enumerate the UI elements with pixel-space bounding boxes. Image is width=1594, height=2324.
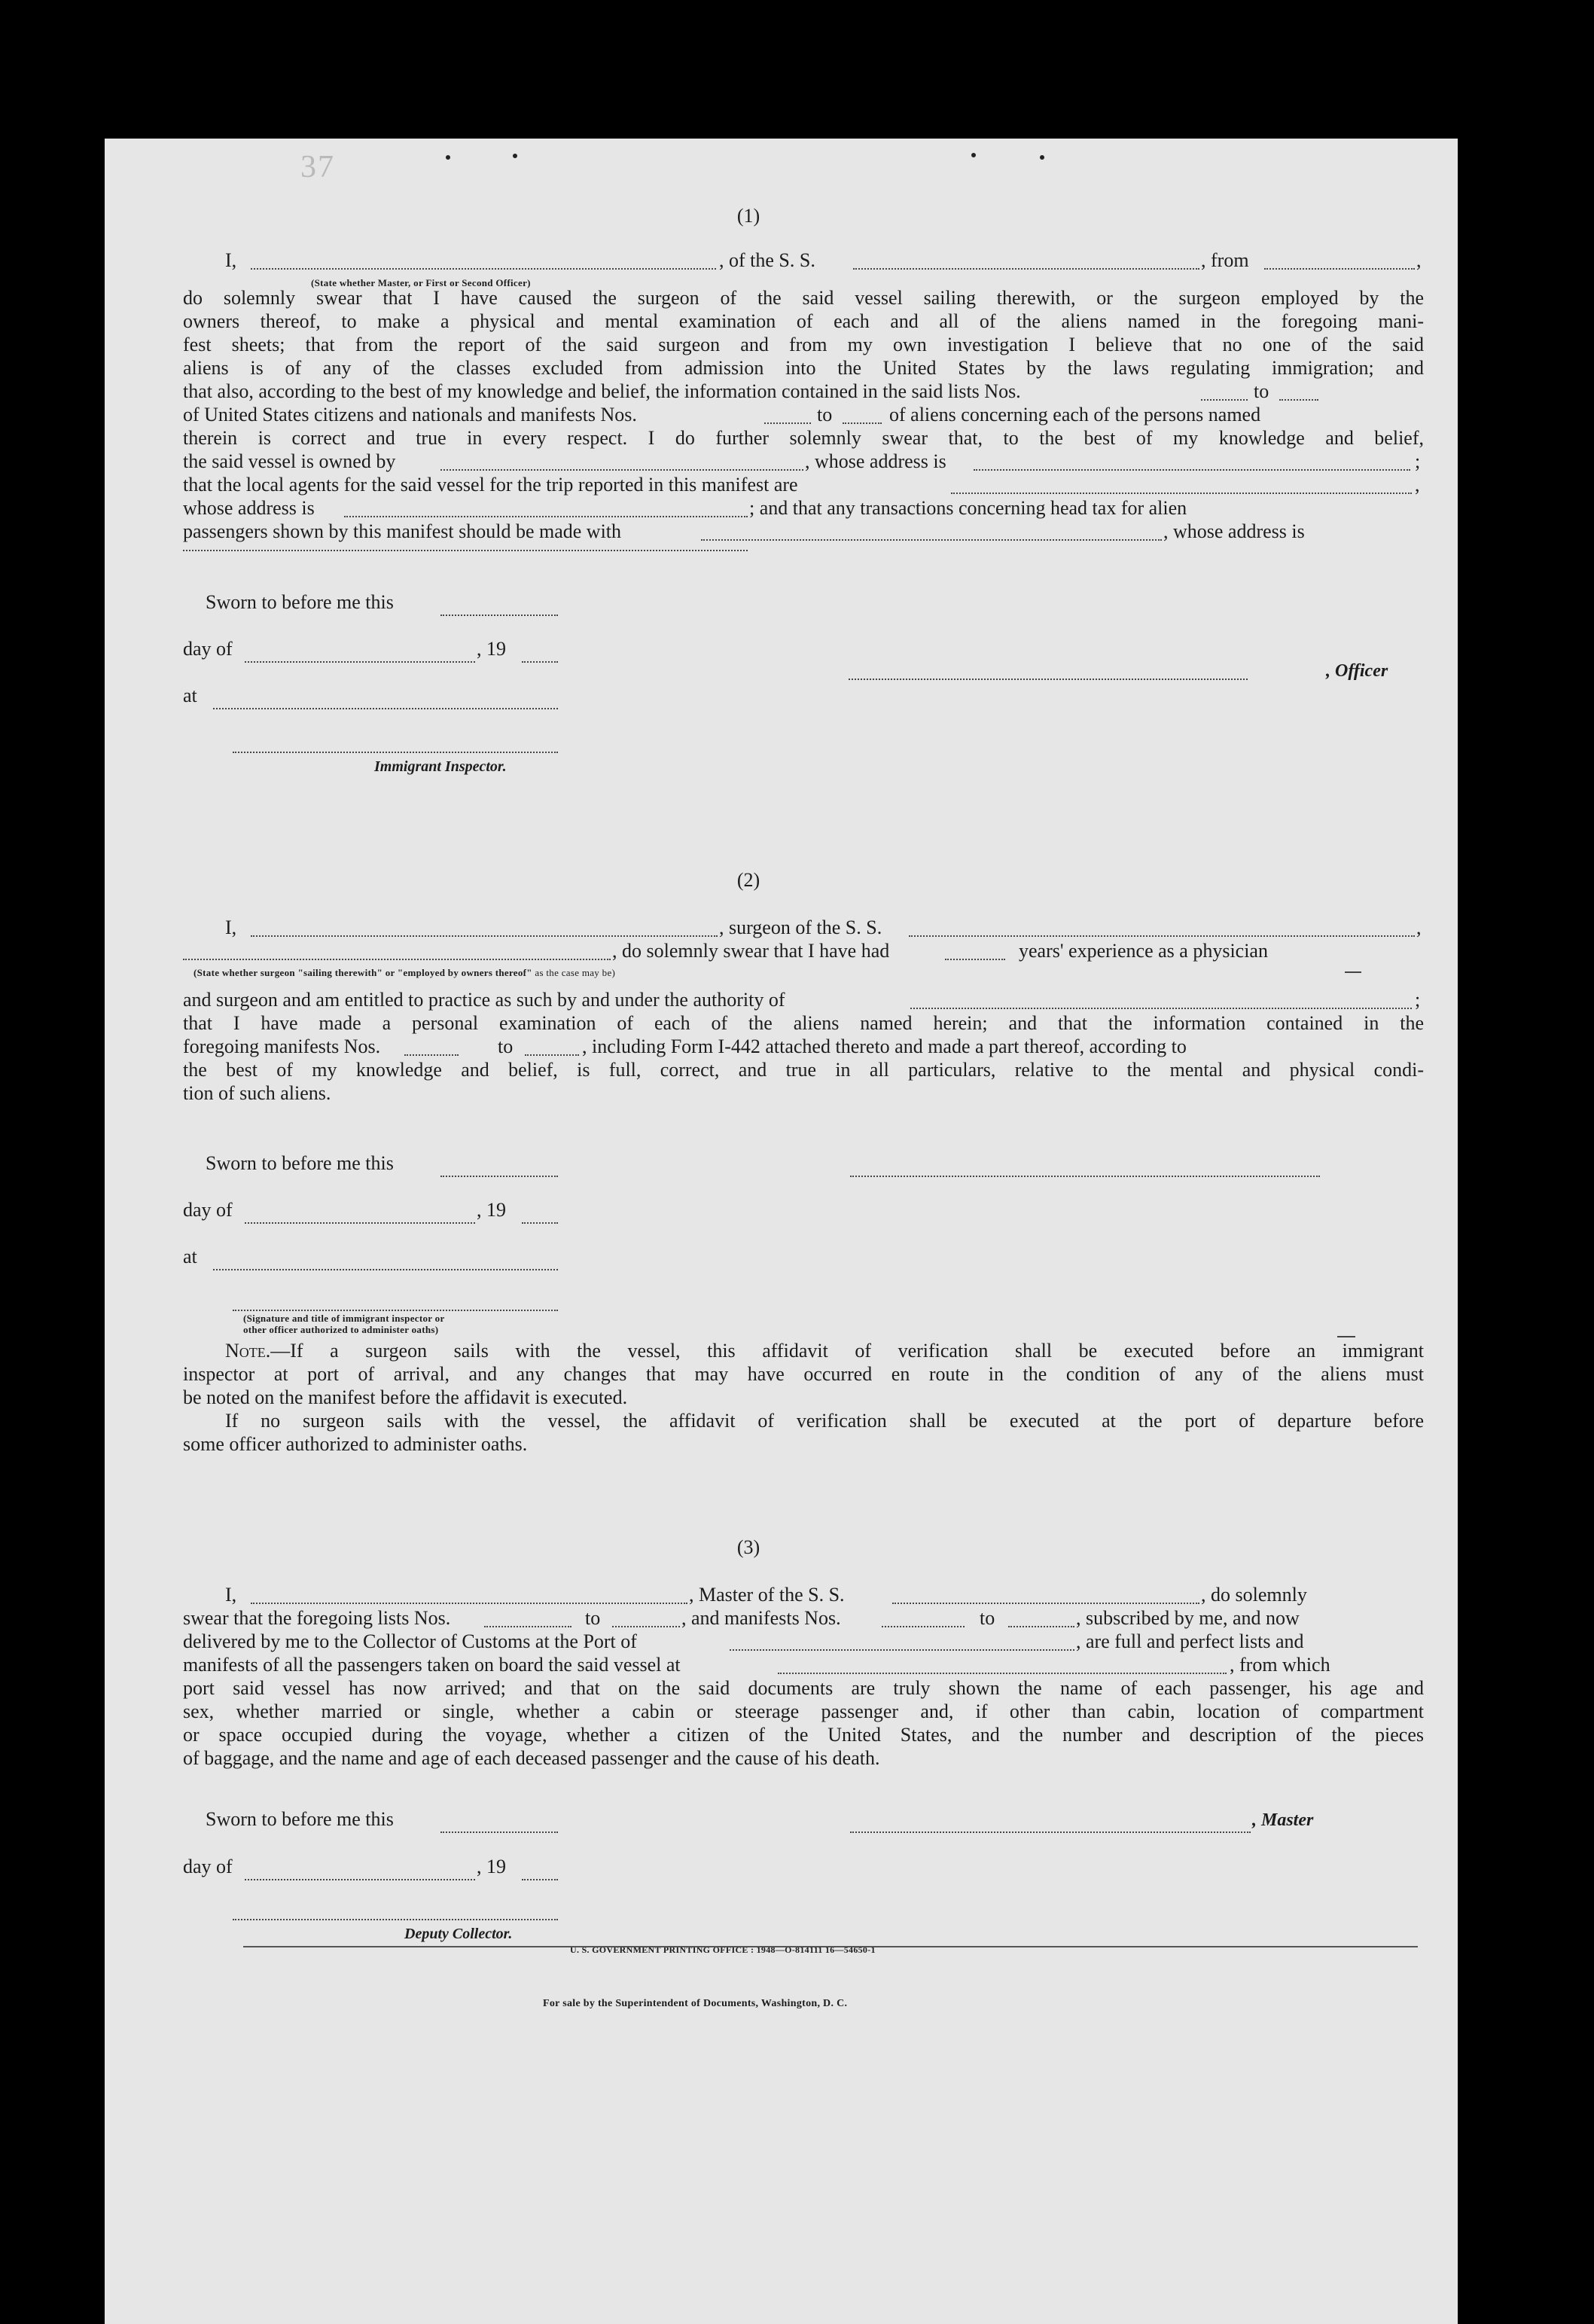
text: that also, according to the best of my knowledge and belief, the information contained in the said lists Nos.	[183, 380, 1021, 402]
text: at	[183, 685, 197, 706]
text: , including Form I-442 attached thereto and made a part thereof, according to	[582, 1035, 1187, 1057]
margin-tick	[1345, 971, 1361, 973]
text: Deputy Collector.	[404, 1926, 513, 1942]
note-label: Note.	[225, 1340, 271, 1362]
text: day of	[183, 1856, 233, 1877]
text: , 19	[477, 638, 506, 660]
text: , and manifests Nos.	[681, 1607, 841, 1629]
text: the said vessel is owned by	[183, 450, 396, 472]
speck	[513, 154, 517, 158]
text: , from	[1201, 249, 1249, 271]
text: I,	[225, 916, 237, 938]
text: do solemnly swear that I have caused the surgeon of the said vessel sailing therewith, or the surgeon employed by the	[183, 287, 1424, 309]
footer-rule	[243, 1946, 1418, 1947]
text: ; and that any transactions concerning head tax for alien	[749, 497, 1187, 519]
text: swear that the foregoing lists Nos.	[183, 1607, 451, 1629]
section-number: (3)	[736, 1536, 760, 1558]
text: day of	[183, 1199, 233, 1221]
text: foregoing manifests Nos.	[183, 1035, 381, 1057]
speck	[1040, 155, 1044, 160]
text: manifests of all the passengers taken on board the said vessel at	[183, 1654, 681, 1676]
text: of aliens concerning each of the persons named	[889, 404, 1261, 425]
text: to	[817, 404, 833, 425]
text: If no surgeon sails with the vessel, the affidavit of verification shall be executed at the port of departure before	[225, 1410, 1424, 1432]
text: , surgeon of the S. S.	[719, 916, 882, 938]
text: , do solemnly swear that I have had	[612, 940, 890, 962]
text: fest sheets; that from the report of the said surgeon and from my own investigation I believe that no one of the said	[183, 334, 1424, 355]
text: and surgeon and am entitled to practice as such by and under the authority of	[183, 989, 785, 1011]
speck	[971, 153, 976, 157]
text: delivered by me to the Collector of Customs at the Port of	[183, 1630, 637, 1652]
text: , Master of the S. S.	[689, 1584, 845, 1606]
text: , subscribed by me, and now	[1076, 1607, 1300, 1629]
text: , 19	[477, 1199, 506, 1221]
speck	[446, 155, 450, 160]
text: to	[1254, 380, 1269, 402]
text: ;	[1415, 989, 1421, 1011]
text: of United States citizens and nationals and manifests Nos.	[183, 404, 637, 425]
text: Immigrant Inspector.	[374, 758, 507, 775]
text: whose address is	[183, 497, 315, 519]
text: I,	[225, 1584, 237, 1606]
field-note: as the case may be)	[535, 967, 616, 978]
text: ;	[1415, 450, 1421, 472]
document-page	[105, 139, 1458, 2324]
text: inspector at port of arrival, and any changes that may have occurred en route in the condition of any of the aliens must	[183, 1363, 1424, 1385]
text: Sworn to before me this	[206, 1152, 394, 1174]
text: to	[980, 1607, 995, 1629]
text: Sworn to before me this	[206, 591, 394, 613]
bleed-through-mark: 37	[300, 150, 335, 185]
text: , of the S. S.	[719, 249, 815, 271]
text: ,	[1416, 249, 1422, 271]
text: , whose address is	[805, 450, 946, 472]
text: of baggage, and the name and age of each deceased passenger and the cause of his death.	[183, 1747, 880, 1769]
text: I,	[225, 249, 237, 271]
text: to	[585, 1607, 601, 1629]
text: at	[183, 1246, 197, 1267]
text: owners thereof, to make a physical and mental examination of each and all of the aliens named in the foregoing mani-	[183, 310, 1424, 332]
text: years' experience as a physician	[1019, 940, 1268, 962]
margin-tick	[1337, 1336, 1355, 1337]
text: ,	[1416, 916, 1422, 938]
text: the best of my knowledge and belief, is full, correct, and true in all particulars, relative to the mental and physical condi-	[183, 1059, 1424, 1081]
text: , 19	[477, 1856, 506, 1877]
text: therein is correct and true in every respect. I do further solemnly swear that, to the best of my knowledge and belief,	[183, 427, 1424, 449]
text: ,	[1415, 474, 1420, 496]
sale-note: For sale by the Superintendent of Documents, Washington, D. C.	[543, 1998, 848, 2009]
text: , Master	[1252, 1810, 1314, 1830]
text: to	[498, 1035, 514, 1057]
text: that I have made a personal examination of each of the aliens named herein; and that the information contained in the	[183, 1012, 1424, 1034]
text: , Officer	[1326, 661, 1388, 681]
text: port said vessel has now arrived; and that on the said documents are truly shown the name of each passenger, his age and	[183, 1677, 1424, 1699]
text: , do solemnly	[1201, 1584, 1307, 1606]
text: be noted on the manifest before the affidavit is executed.	[183, 1386, 628, 1408]
field-note: (State whether surgeon "sailing therewith" or "employed by owners thereof"	[194, 967, 532, 978]
text: some officer authorized to administer oaths.	[183, 1433, 528, 1455]
section-number: (2)	[736, 869, 760, 891]
text: tion of such aliens.	[183, 1082, 331, 1104]
text: or space occupied during the voyage, whether a citizen of the United States, and the number and description of the pieces	[183, 1724, 1424, 1746]
section-number: (1)	[736, 205, 760, 227]
text: passengers shown by this manifest should be made with	[183, 520, 622, 542]
text: , from which	[1230, 1654, 1330, 1676]
text: day of	[183, 638, 233, 660]
text: , whose address is	[1163, 520, 1305, 542]
text: Sworn to before me this	[206, 1808, 394, 1830]
field-note: (State whether Master, or First or Second Officer)	[311, 277, 531, 288]
text: sex, whether married or single, whether a cabin or steerage passenger and, if other than cabin, location of compartment	[183, 1700, 1424, 1722]
text: , are full and perfect lists and	[1076, 1630, 1304, 1652]
field-note: (Signature and title of immigrant inspector or	[243, 1313, 445, 1324]
text: aliens is of any of the classes excluded from admission into the United States by the laws regulating immigration; and	[183, 357, 1424, 379]
text: —If a surgeon sails with the vessel, this affidavit of verification shall be executed before an immigrant	[270, 1340, 1424, 1362]
text: that the local agents for the said vessel for the trip reported in this manifest are	[183, 474, 798, 496]
field-note: other officer authorized to administer oaths)	[243, 1324, 439, 1335]
printer-line: U. S. GOVERNMENT PRINTING OFFICE : 1948—O-814111 16—54650-1	[570, 1944, 876, 1955]
